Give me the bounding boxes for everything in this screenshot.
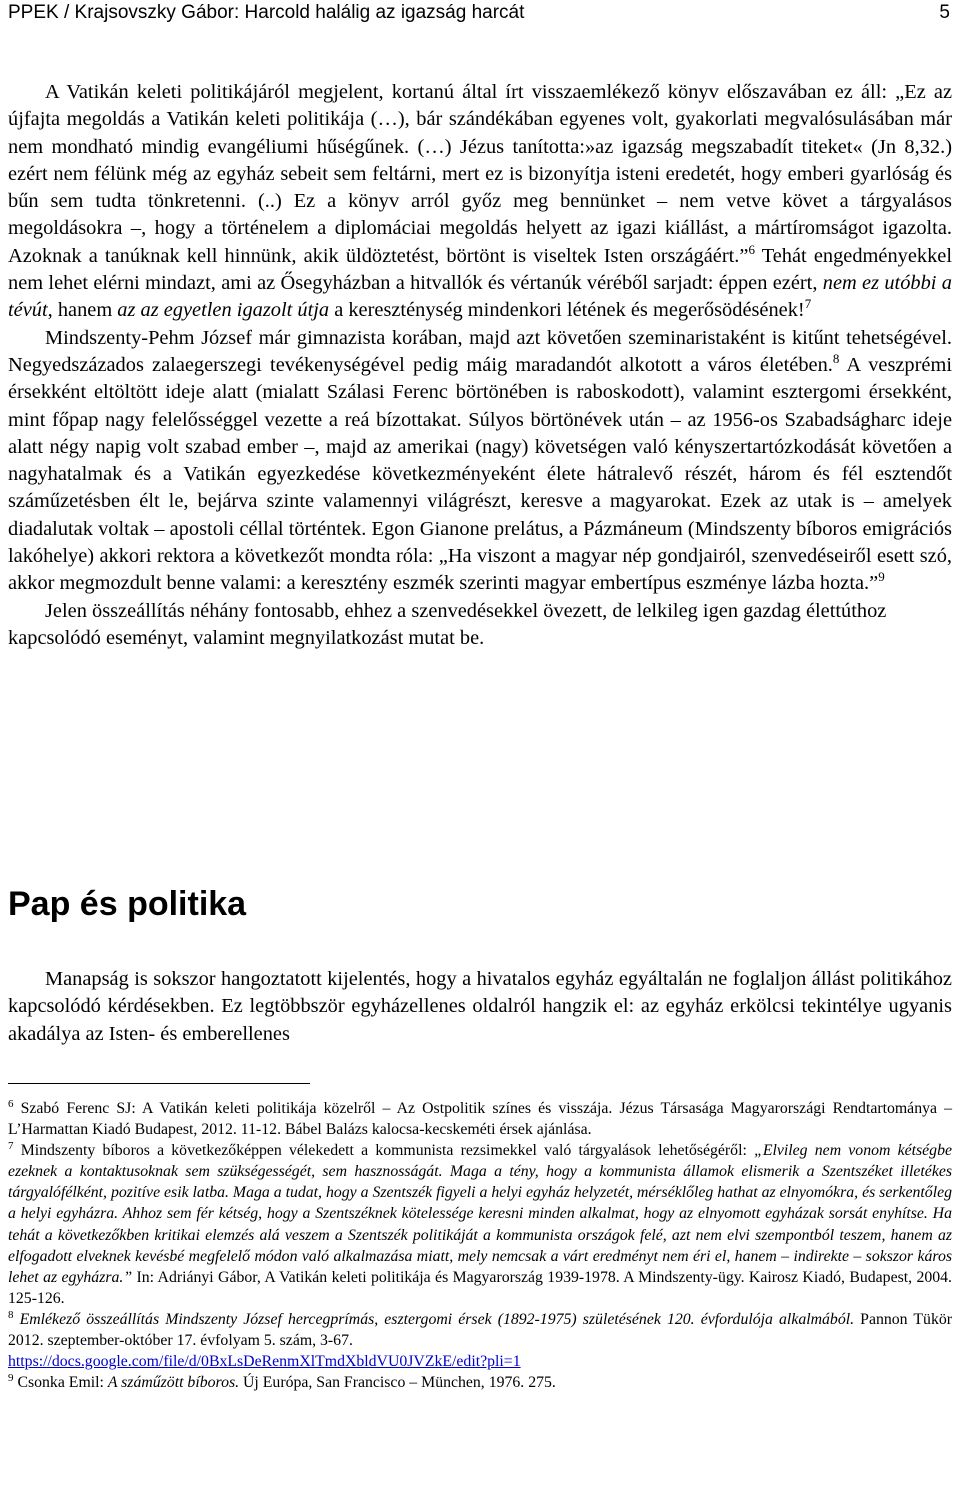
footnote-title: Emlékező összeállítás Mindszenty József hercegprímás, esztergomi érsek (1892-1975) születésének 120. évfordulója alkalmából. [13,1310,855,1328]
footnote-ref[interactable]: 9 [878,569,885,585]
footnote-number: 7 [8,1140,14,1153]
footnote-9 [8,1372,952,1393]
paragraph-text: a kereszténység mindenkori létének és megerősödésének! [329,299,805,322]
footnote-ref[interactable]: 8 [832,350,840,366]
footnote-text: Új Európa, San Francisco – München, 1976. 275. [239,1374,556,1392]
emphasis-text: nem ez utóbbi a tévút [8,272,952,322]
footnote-text: Szabó Ferenc SJ: A Vatikán keleti politikája közelről – Az Ostpolitik színes és visszája. Jézus Társasága Magyarországi Rendtartománya – L’Harmattan Kiadó Budapest, 2012. 11-12. Bábel Balázs kalocsa-kecskeméti érsek ajánlása. [8,1100,952,1139]
footnote-ref[interactable]: 6 [748,241,755,257]
footnote-6 [8,1098,952,1140]
footnote-text: Mindszenty bíboros a következőképpen vélekedett a kommunista rezsimekkel való tárgyalások lehetőségéről: [13,1142,755,1160]
footnote-text: Pannon Tükör 2012. szeptember-október 17. évfolyam 5. szám, 3-67. [8,1310,952,1350]
footnote-number: 6 [8,1098,14,1110]
paragraph-mindszenty-life [8,325,952,598]
footnote-link[interactable]: https://docs.google.com/file/d/0BxLsDeRenmXlTmdXbldVU0JVZkE/edit?pli=1 [8,1353,521,1371]
footnote-number: 9 [8,1372,14,1385]
section-text [8,966,952,1048]
footnote-ref[interactable]: 7 [804,296,812,312]
footnote-book-title: A száműzött bíboros. [107,1374,240,1392]
paragraph-text: A veszprémi érsekként eltöltött ideje alatt (mialatt Szálasi Ferenc börtönében is raboskodott), valamint esztergomi érsekként, mint főpap nagy felelősséggel vezette a reá bízottakat. Súlyos börtönévek után – az 1956-os Szabadságharc ideje alatt négy napig volt szabad ember –, majd az amerikai (nagy) követségen való kényszertartózkodását követően a nagyhatalmak és a Vatikán egyezkedése következményeként élete hátralevő részét, három és fél esztendőt száműzetésben élt le, bejárva szinte valamennyi világrészt, keresve a magyarokat. Ezek az utak is – amelyek diadalutak voltak – apostoli céllal történtek. Egon Gianone prelátus, a Pázmáneum (Mindszenty bíboros emigrációs lakóhelye) akkori rektora a következőt mondta róla: „Ha viszont a magyar nép gondjairól, szenvedéseiről esett szó, akkor megmozdult benne valami: a keresztény eszmék szerinti magyar embertípus eszménye lázba hozta.” [8,353,952,595]
paragraph-vatican-policy [8,79,952,325]
paragraph-text: , hanem [47,299,118,322]
footnote-number: 8 [8,1308,14,1321]
footnote-text: Csonka Emil: [13,1374,108,1392]
footnotes [8,1098,952,1393]
paragraph-politics [8,966,952,1048]
paragraph-text: Manapság is sokszor hangoztatott kijelentés, hogy a hivatalos egyház egyáltalán ne foglaljon állást politikához kapcsolódó kérdésekben. Ez legtöbbször egyházellenes oldalról hangzik el: az egyház erkölcsi tekintélye ugyanis akadálya az Isten- és emberellenes [8,968,952,1045]
paragraph-compilation [8,598,952,653]
page-header [8,0,950,28]
section-heading: Pap és politika [8,885,247,923]
paragraph-text: Jelen összeállítás néhány fontosabb, ehhez a szenvedésekkel övezett, de lelkileg igen gazdag élettúthoz kapcsolódó eseményt, valamint megnyilatkozást mutat be. [8,599,887,649]
footnote-7 [8,1140,952,1309]
paragraph-text: Tehát engedményekkel nem lehet elérni mindazt, ami az Ősegyházban a hitvallók és vértanúk véréből sarjadt: éppen ezért, [8,244,952,295]
paragraph-text: Mindszenty-Pehm József már gimnazista korában, majd azt követően szeminaristaként is kitűnt tehetségével. Negyedszázados zalaegerszegi tevékenységével pedig máig maradandót alkotott a város életében. [8,326,952,376]
page-number: 5 [939,2,950,23]
footnote-8 [8,1309,952,1372]
emphasis-text: az az egyetlen igazolt útja [117,299,330,322]
footnote-quote: „Elvileg nem vonom kétségbe ezeknek a kontaktusoknak sem szükségességét, sem hasznosságát. Maga a tény, hogy a kommunista államok elismerik a Szentszéket illetékes tárgyalófélként, pozitíve esik latba. Maga a tudat, hogy a Szentszék figyeli a helyi egyház helyzetét, mérséklőleg hathat az elnyomókra, és serkentőleg a helyi egyházra. Ahhoz sem fér kétség, hogy a Szentszéknek kötelessége keresni minden alkalmat, hogy az elnyomott egyházak sorsát enyhítse. Ha tehát a következőkben kritikai elemzés alá veszem a Szentszék politikáját a kommunista országok felé, azt nem elvi szempontból teszem, hanem az elfogadott elveknek kevésbé megfelelő módon való alkalmazása miatt, mely nemcsak a várt eredményt nem éri el, hanem – indirekte – sokszor káros lehet az egyházra.” [8,1142,952,1286]
paragraph-text: A Vatikán keleti politikájáról megjelent, kortanú által írt visszaemlékező könyv előszavában ez áll: „Ez az újfajta megoldás a Vatikán keleti politikája (…), bár szándékában egyenes volt, gyakorlati megvalósulásában már nem mondható mindig evangéliumi hűségűnek. (…) Jézus tanította:»az igazság megszabadít titeket« (Jn 8,32.) ezért nem félünk még az egyház sebeit sem feltárni, mert ez is bizonyítja isteni eredetét, hogy emberi gyarlóság és bűn sem tudta tönkretenni. (..) Ez a könyv arról győz meg bennünket – nem vetve követ a tárgyalásos megoldásokra –, hogy a történelem a diplomáciai megoldás helyett az igazi kiállást, a mártíromságot igazolta. Azoknak a tanúknak kell hinnünk, akik üldöztetést, börtönt is viseltek Isten országáért.” [8,81,952,267]
footnote-text: In: Adriányi Gábor, A Vatikán keleti politikája és Magyarország 1939-1978. A Mindszenty-ügy. Kairosz Kiadó, Budapest, 2004. 125-126. [8,1268,952,1307]
intro-text [8,79,952,652]
document-title: PPEK / Krajsovszky Gábor: Harcold halálig az igazság harcát [8,2,525,23]
footnote-separator [8,1083,310,1084]
